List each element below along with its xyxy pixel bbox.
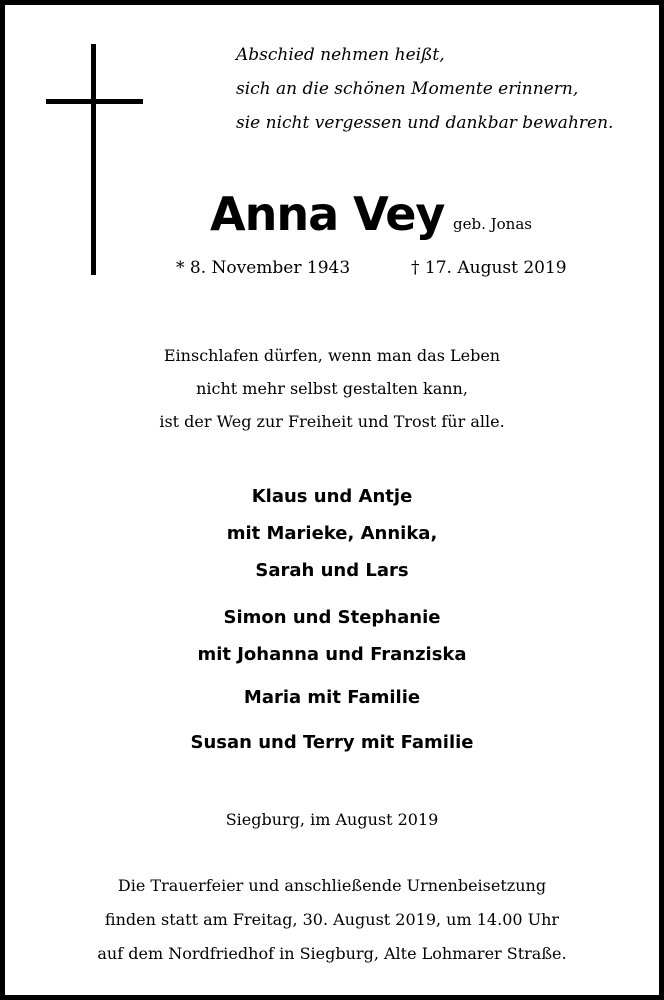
death-date: † 17. August 2019: [411, 258, 567, 278]
poem-line: Einschlafen dürfen, wenn man das Leben: [163, 346, 501, 365]
poem: [0, 339, 664, 438]
place-and-date: [0, 808, 664, 832]
quote-line: Abschied nehmen heißt,: [236, 45, 445, 65]
mourner-line: Simon und Stephanie: [223, 607, 441, 628]
opening-quote: [236, 38, 636, 140]
mourner-line: mit Johanna und Franziska: [197, 644, 467, 665]
poem-line: nicht mehr selbst gestalten kann,: [196, 379, 468, 398]
quote-line: sich an die schönen Momente erinnern,: [236, 79, 579, 99]
mourner-line: Maria mit Familie: [243, 687, 421, 708]
quote-line: sie nicht vergessen und dankbar bewahren.: [236, 113, 614, 133]
poem-line: ist der Weg zur Freiheit und Trost für alle.: [159, 412, 505, 431]
maiden-name: geb. Jonas: [453, 215, 532, 233]
family-group: [0, 679, 664, 716]
family-group: [0, 599, 664, 673]
ceremony-line: finden statt am Freitag, 30. August 2019, um 14.00 Uhr: [104, 910, 560, 929]
family-group: [0, 724, 664, 761]
name-row: [0, 186, 664, 246]
family-group: [0, 478, 664, 589]
ceremony-line: Die Trauerfeier und anschließende Urnenbeisetzung: [117, 876, 547, 895]
mourner-line: mit Marieke, Annika,: [226, 523, 438, 544]
birth-date: * 8. November 1943: [176, 258, 351, 278]
cross-horizontal-bar: [46, 99, 143, 104]
mourner-line: Klaus und Antje: [251, 486, 413, 507]
ceremony-line: auf dem Nordfriedhof in Siegburg, Alte Lohmarer Straße.: [97, 944, 567, 963]
deceased-name: Anna Vey: [210, 187, 445, 241]
mourner-line: Sarah und Lars: [255, 560, 409, 581]
place-date-text: Siegburg, im August 2019: [225, 810, 439, 829]
ceremony-info: [0, 869, 664, 971]
mourner-line: Susan und Terry mit Familie: [190, 732, 474, 753]
